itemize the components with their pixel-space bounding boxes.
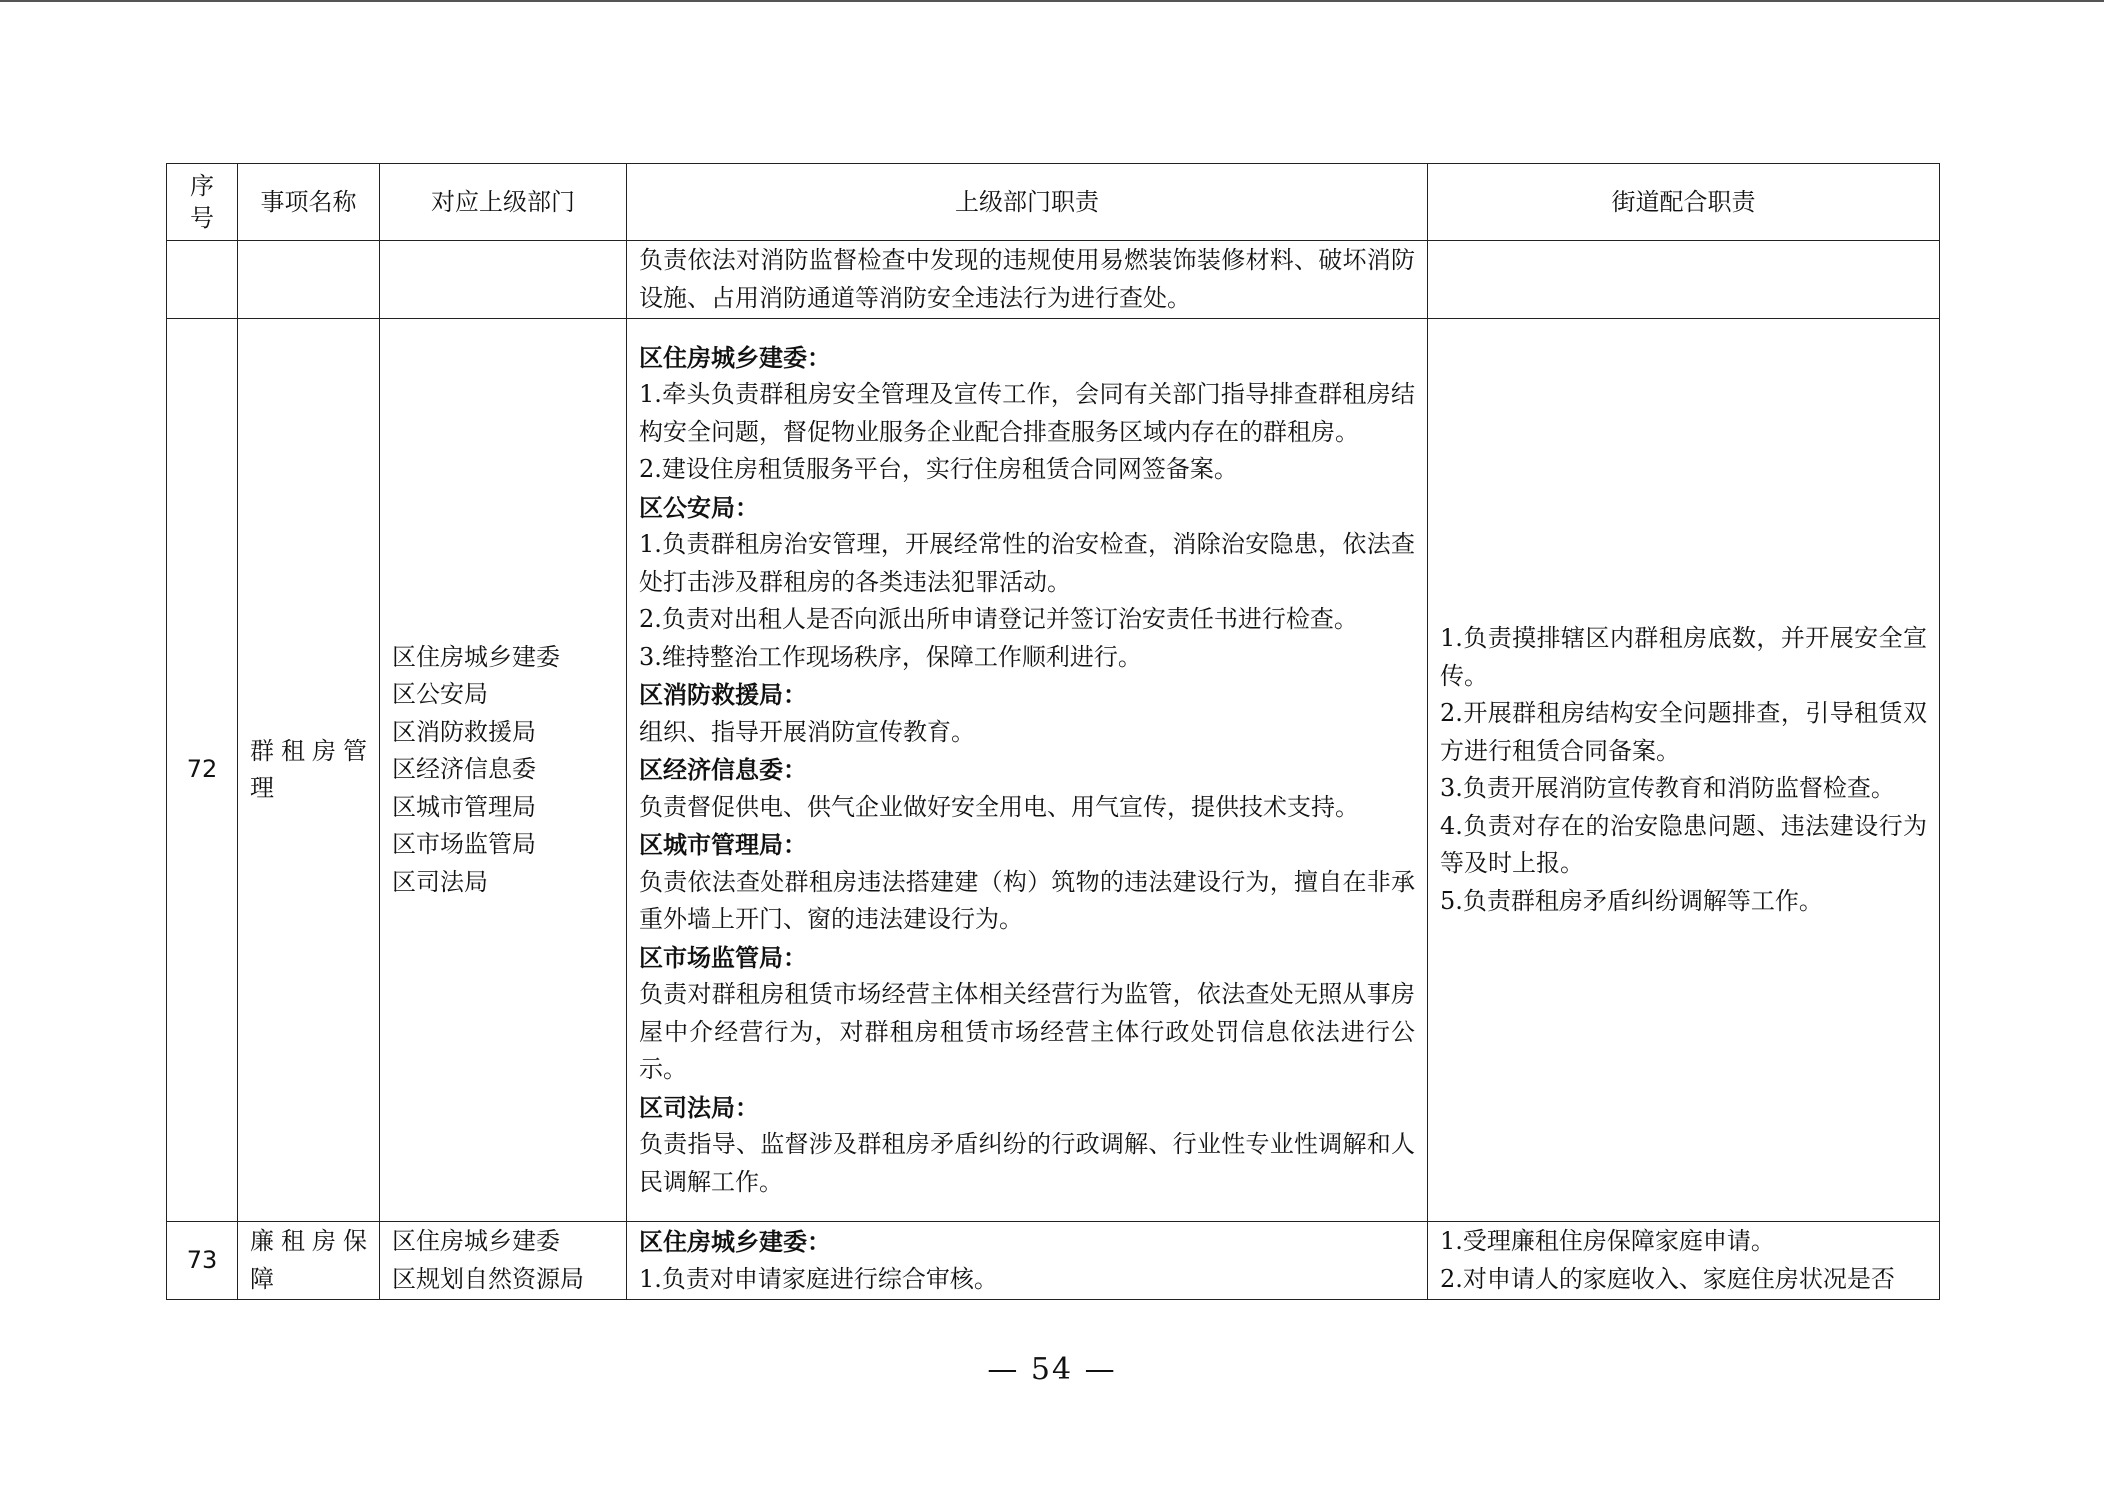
dept-line: 区住房城乡建委 xyxy=(392,1227,560,1255)
table-row-continued xyxy=(167,241,1940,319)
section-title: 区市场监管局： xyxy=(639,942,807,972)
street-duty-line: 1.负责摸排辖区内群租房底数，并开展安全宣传。 xyxy=(1440,624,1927,690)
cell-upper-duty xyxy=(627,1222,1428,1300)
street-duty-line: 3.负责开展消防宣传教育和消防监督检查。 xyxy=(1440,774,1895,802)
dept-line: 区消防救援局 xyxy=(392,717,536,746)
header-street-duty: 街道配合职责 xyxy=(1428,164,1940,241)
page-number: — 54 — xyxy=(987,1352,1117,1387)
street-duty-line: 4.负责对存在的治安隐患问题、违法建设行为等及时上报。 xyxy=(1440,811,1927,877)
cell-item-name: 群租房管理 xyxy=(238,319,380,1222)
table-row-72 xyxy=(167,319,1940,1222)
street-duty-line: 2.对申请人的家庭收入、家庭住房状况是否 xyxy=(1440,1264,1895,1293)
street-duty-line: 1.受理廉租住房保障家庭申请。 xyxy=(1440,1227,1775,1255)
duty-line: 1.负责群租房治安管理，开展经常性的治安检查，消除治安隐患，依法查处打击涉及群租房的各类违法犯罪活动。 xyxy=(639,530,1415,596)
duty-text: 负责依法对消防监督检查中发现的违规使用易燃装饰装修材料、破坏消防设施、占用消防通道等消防安全违法行为进行查处。 xyxy=(639,246,1415,312)
cell-street-duty xyxy=(1428,319,1940,1222)
street-duty-line: 2.开展群租房结构安全问题排查，引导租赁双方进行租赁合同备案。 xyxy=(1440,699,1927,765)
cell-seq: 73 xyxy=(167,1222,238,1300)
cell-street-duty xyxy=(1428,1222,1940,1300)
dept-line: 区公安局 xyxy=(392,680,488,709)
duty-line: 1.牵头负责群租房安全管理及宣传工作，会同有关部门指导排查群租房结构安全问题，督促物业服务企业配合排查服务区域内存在的群租房。 xyxy=(639,380,1415,446)
duty-line: 2.建设住房租赁服务平台，实行住房租赁合同网签备案。 xyxy=(639,455,1238,484)
cell-item-name: 廉租房保障 xyxy=(238,1222,380,1300)
header-item-name: 事项名称 xyxy=(238,164,380,241)
cell-depts xyxy=(380,1222,627,1300)
cell-dept-empty xyxy=(380,241,627,319)
dept-line: 区城市管理局 xyxy=(392,792,536,821)
cell-upper-duty xyxy=(627,241,1428,319)
header-row xyxy=(167,164,1940,241)
section-title: 区住房城乡建委： xyxy=(639,1227,831,1256)
section-title: 区城市管理局： xyxy=(639,830,807,860)
header-upper-dept: 对应上级部门 xyxy=(380,164,627,241)
cell-seq-empty xyxy=(167,241,238,319)
duty-line: 1.负责对申请家庭进行综合审核。 xyxy=(639,1264,998,1293)
header-upper-duty: 上级部门职责 xyxy=(627,164,1428,241)
section-title: 区司法局： xyxy=(639,1092,759,1122)
duty-table xyxy=(166,163,1940,1300)
cell-seq: 72 xyxy=(167,319,238,1222)
duty-line: 负责对群租房租赁市场经营主体相关经营行为监管，依法查处无照从事房屋中介经营行为，对群租房租赁市场经营主体行政处罚信息依法进行公示。 xyxy=(639,980,1415,1084)
section-title: 区消防救援局： xyxy=(639,680,807,710)
section-title: 区经济信息委： xyxy=(639,755,807,785)
duty-line: 2.负责对出租人是否向派出所申请登记并签订治安责任书进行检查。 xyxy=(639,605,1358,634)
duty-line: 负责督促供电、供气企业做好安全用电、用气宣传，提供技术支持。 xyxy=(639,792,1359,821)
dept-line: 区司法局 xyxy=(392,867,488,896)
header-seq: 序号 xyxy=(167,164,238,241)
cell-depts xyxy=(380,319,627,1222)
cell-name-empty xyxy=(238,241,380,319)
dept-line: 区住房城乡建委 xyxy=(392,642,560,671)
duty-line: 组织、指导开展消防宣传教育。 xyxy=(639,717,975,746)
dept-line: 区经济信息委 xyxy=(392,755,536,784)
dept-line: 区市场监管局 xyxy=(392,830,536,859)
duty-line: 3.维持整治工作现场秩序，保障工作顺利进行。 xyxy=(639,642,1142,671)
section-title: 区住房城乡建委： xyxy=(639,342,831,372)
dept-line: 区规划自然资源局 xyxy=(392,1264,584,1293)
cell-street-duty-empty xyxy=(1428,241,1940,319)
cell-upper-duty xyxy=(627,319,1428,1222)
top-border-line xyxy=(0,0,2104,2)
duty-line: 负责指导、监督涉及群租房矛盾纠纷的行政调解、行业性专业性调解和人民调解工作。 xyxy=(639,1130,1415,1196)
table-row-73 xyxy=(167,1222,1940,1300)
duty-line: 负责依法查处群租房违法搭建建（构）筑物的违法建设行为，擅自在非承重外墙上开门、窗的违法建设行为。 xyxy=(639,867,1415,934)
street-duty-line: 5.负责群租房矛盾纠纷调解等工作。 xyxy=(1440,886,1823,915)
section-title: 区公安局： xyxy=(639,492,759,522)
